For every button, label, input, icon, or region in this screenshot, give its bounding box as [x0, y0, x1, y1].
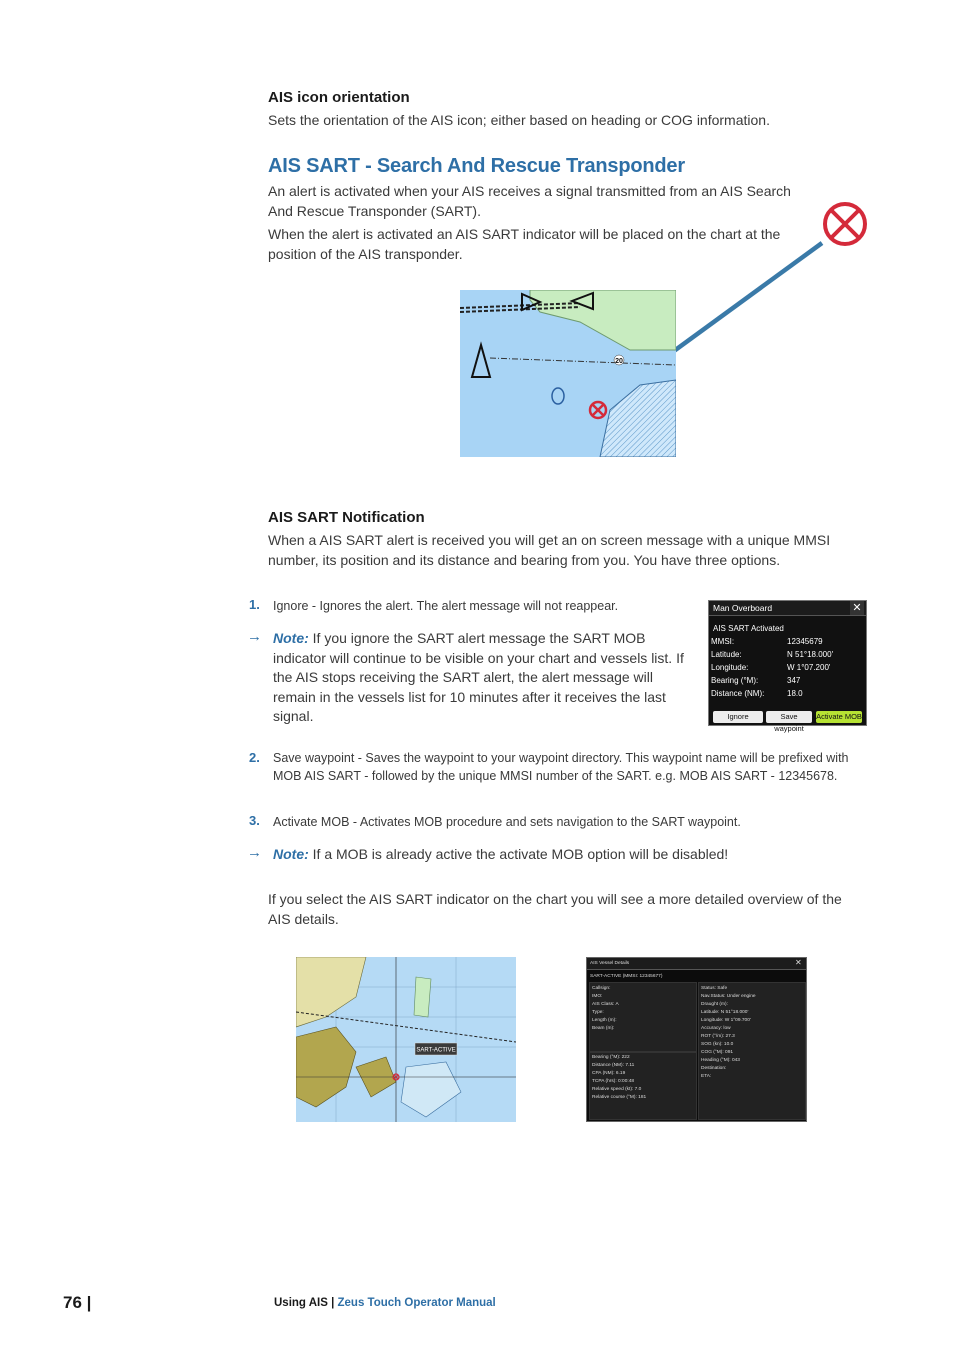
vd-distance: Distance (NM): 7.11 [592, 1063, 635, 1068]
vd-sog: SOG (kn): 10.0 [701, 1042, 734, 1047]
mob-mmsi-label: MMSI: [711, 637, 735, 646]
vd-imo: IMO: [592, 994, 603, 999]
mob-latitude-value: N 51°18.000' [787, 650, 834, 659]
vd-draught: Draught (m): [701, 1002, 728, 1007]
section-title-ais-sart: AIS SART - Search And Rescue Transponder [268, 155, 685, 177]
ais-detail-chart-image [296, 957, 516, 1122]
mob-longitude-label: Longitude: [711, 663, 749, 672]
vd-rot: ROT (°/m): 27.3 [701, 1034, 735, 1039]
vd-nav-status: Nav.Status: Under engine [701, 994, 756, 999]
vessel-details-left-panel [589, 982, 697, 1052]
sart-notification-heading: AIS SART Notification [268, 509, 425, 526]
close-icon[interactable]: ✕ [795, 958, 802, 967]
note-2-label: Note: [273, 846, 309, 862]
vd-longitude: Longitude: W 1°09.700' [701, 1018, 751, 1023]
ais-icon-orientation-text: Sets the orientation of the AIS icon; either based on heading or COG information. [268, 112, 770, 128]
vessel-details-title: AIS Vessel Details [590, 961, 630, 966]
mob-distance-label: Distance (NM): [711, 689, 765, 698]
vd-tcpa: TCPA (hrs): 0:00:48 [592, 1079, 635, 1084]
sart-paragraph-2: When the alert is activated an AIS SART indicator will be placed on the chart at the position of the AIS transponder. [268, 226, 781, 262]
mob-dialog-title: Man Overboard [709, 601, 866, 616]
vd-beam: Beam (m): [592, 1026, 615, 1031]
sart-chart-image [460, 290, 676, 457]
step-3-number: 3. [249, 813, 260, 828]
vd-latitude: Latitude: N 51°18.000' [701, 1010, 749, 1015]
vd-type: Type: [592, 1010, 604, 1015]
mob-dialog-subtitle: AIS SART Activated [713, 624, 784, 633]
man-overboard-dialog [708, 600, 867, 733]
sart-active-chart-label: SART-ACTIVE [416, 1047, 456, 1054]
mob-latitude-label: Latitude: [711, 650, 742, 659]
vessel-details-subtitle: SART-ACTIVE (MMSI: 12345677) [590, 974, 663, 979]
vd-relative-speed: Relative speed (kt): 7.0 [592, 1087, 642, 1092]
note-1-label: Note: [273, 630, 309, 646]
vd-eta: ETA: [701, 1074, 712, 1079]
step-2-text: Save waypoint - Saves the waypoint to your waypoint directory. This waypoint name will be prefixed with MOB AIS SART - followed by the unique MMSI number of the SART. e.g. MOB AIS SART - 12345678. [273, 751, 849, 783]
step-1-number: 1. [249, 597, 260, 612]
activate-mob-button[interactable]: Activate MOB [816, 712, 862, 721]
mob-longitude-value: W 1°07.200' [787, 663, 831, 672]
vd-heading: Heading (°M): 043 [701, 1058, 740, 1063]
mob-distance-value: 18.0 [787, 689, 803, 698]
note-1 [273, 629, 688, 727]
vd-destination: Destination: [701, 1066, 727, 1071]
ignore-button[interactable]: Ignore [713, 711, 763, 723]
step-2-number: 2. [249, 750, 260, 765]
ais-vessel-details-dialog [586, 957, 807, 1122]
footer-running-title [274, 1297, 496, 1309]
sart-large-icon [825, 204, 865, 244]
note-arrow-icon: → [247, 844, 262, 861]
depth-label: 20 [615, 358, 623, 365]
footer-manual-name: Zeus Touch Operator Manual [337, 1297, 496, 1309]
detail-intro-text: If you select the AIS SART indicator on the chart you will see a more detailed overview of the AIS details. [268, 891, 842, 927]
vd-relative-course: Relative course (°M): 181 [592, 1095, 647, 1100]
mob-bearing-value: 347 [787, 676, 801, 685]
note-1-text: If you ignore the SART alert message the SART MOB indicator will continue to be visible on your chart and vessels list. If the AIS stops receiving the SART alert, the alert message will remain in the vessels list for 10 minutes after it receives the last signal. [273, 630, 684, 724]
note-arrow-icon: → [247, 628, 262, 645]
vd-cpa: CPA (NM): 6.19 [592, 1071, 626, 1076]
vd-status: Status: Safe [701, 986, 728, 991]
sart-paragraph-1: An alert is activated when your AIS receives a signal transmitted from an AIS Search And Rescue Transponder (SART). [268, 183, 791, 219]
vd-callsign: Callsign: [592, 986, 611, 991]
note-2-text: If a MOB is already active the activate MOB option will be disabled! [308, 846, 729, 862]
vd-cog: COG (°M): 091 [701, 1050, 734, 1055]
save-waypoint-button[interactable]: Save waypoint [766, 711, 812, 723]
mob-mmsi-value: 12345679 [787, 637, 823, 646]
note-2 [273, 845, 868, 865]
ais-icon-orientation-heading: AIS icon orientation [268, 89, 410, 106]
vd-bearing: Bearing (°M): 222 [592, 1055, 630, 1060]
sart-notification-text: When a AIS SART alert is received you will get an on screen message with a unique MMSI number, its position and its distance and bearing from you. You have three options. [268, 532, 831, 568]
mob-bearing-label: Bearing (°M): [711, 676, 759, 685]
vd-ais-class: AIS Class: A [592, 1002, 619, 1007]
page-number: 76 | [63, 1293, 92, 1312]
vd-accuracy: Accuracy: low [701, 1026, 731, 1031]
step-1-text: Ignore - Ignores the alert. The alert message will not reappear. [273, 599, 619, 613]
vd-length: Length (m): [592, 1018, 617, 1023]
step-3-text: Activate MOB - Activates MOB procedure and sets navigation to the SART waypoint. [273, 815, 741, 829]
footer-section: Using AIS | [274, 1297, 338, 1309]
close-icon[interactable]: ✕ [850, 601, 864, 615]
